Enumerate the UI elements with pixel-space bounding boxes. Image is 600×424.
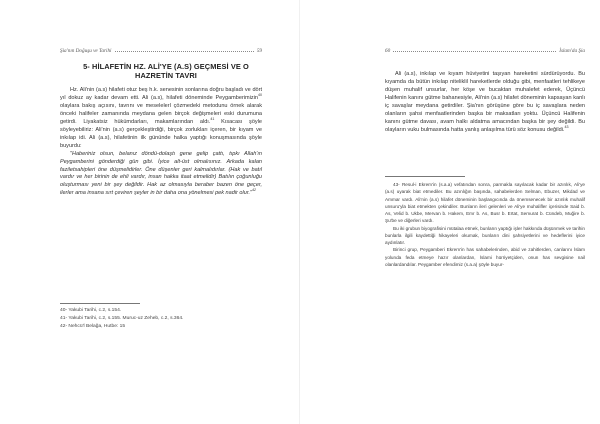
footnote-divider xyxy=(385,176,465,177)
footnote: Birinci grup, Peygamberi Ekrem'in has sahabelerinden, abid ve zahitlerden, canlarını İslam yolunda feda etmeye hazır olanlardan, İslami hürriyetçiden, onun has sevgisine nail olanlardandılar. Peygamber efendimiz (s.a.a) şöyle buyur- xyxy=(385,247,585,267)
page-number: 60 xyxy=(385,48,391,54)
running-head-title: Şia'nın Doğuşu ve Tarihi xyxy=(60,48,112,54)
footnote-ref: 41 xyxy=(210,116,215,121)
leader-dots xyxy=(115,51,254,52)
paragraph xyxy=(385,71,585,135)
footnote-ref: 40 xyxy=(258,93,262,98)
running-head-right xyxy=(385,44,585,54)
leader-dots xyxy=(393,51,556,52)
footnote-ref: 42 xyxy=(252,188,256,193)
footnote: 40- Yakubi Tarihi, c.2, s.154. xyxy=(60,308,122,313)
footnote: 42- Nehcü'l Belağa, Hutbe: 15 xyxy=(60,324,126,330)
paragraph-text: olaylara bakış açısını, tavrını ve meselelerl çözmedeki metodunu örnek alarak önceki halifeler zamanında meydana gelen birçok değişmeleri eski durumuna getirdi. Liyakatsiz hükümdarları, makamlarından aldı. xyxy=(60,102,262,125)
paragraph-text: Kısacası şöyle söyleyebiliriz: Ali'nin (a.s) gerçekleştirdiği, birçok zorlukları içeren, bir kıyam ve inkılap idi. Ali (a.s), hilafetinin ilk gününde halka yaptığı konuşmasında şöyle buyurdu: xyxy=(60,118,262,149)
footnote: 41- Yakubi Tarihi, c.2, s.155. Muruc-uz Zeheb, c.2, s.364. xyxy=(60,316,184,322)
running-head-left xyxy=(60,44,262,54)
chapter-title: 5- HİLAFETİN HZ. ALİ'YE (A.S) GEÇMESİ VE O HAZRETİN TAVRI xyxy=(83,62,249,81)
footnote-divider xyxy=(60,303,140,304)
footnotes-left xyxy=(60,307,262,332)
footnotes-right xyxy=(385,181,585,268)
quote-text: "Haberiniz olsun, belanız döndü-dolaştı gene gelip çattı, tıpkı Allah'ın Peygamberini gönderdiği gün gibi. İyice alt-üst olmalısınız. Arkada kalan faziletsahipleri öne düşmelidirler. Öne düşenler geri kalmalıdırlar. (Hak ve batıl vardır ve her birinin de ehli vardır, insan hakka itaat etmelidir) Batılın çoğunluğu oluşturması yeni bir şey değildir. Hak az olmasıyla beraber bazen öne geçer, ilerler ama insana sırt çeviren şeyler in bir daha ona yönelmesi pek nadir olur." xyxy=(60,150,262,197)
left-body-text xyxy=(60,87,262,198)
page-number: 59 xyxy=(256,48,262,54)
paragraph-text: Ali (a.s), inkılap ve kıyam hüviyetini taşıyan hareketini sürdürüyordu. Bu kıyamda da bütün inkılap niteliklil hareketlerde olduğu gibi, menfaatleri tehlikeye düşen muhalif unsurlar, her köşe ve bucaktan muhalefet ederek, Üçüncü Halifenin kanını gütme bahanesiyle, Ali'nin (a.s) hilafet döneminin kapsayan kanlı iç savaşlar meydana getirdiler. Şia'nın görüşüne göre bu iç savaşlara neden olanların şahsi menfaatlerinden başka bir maksatları yoktu. Üçüncü Halifenin kanını gütme davası, avam halkı aldatma amacından başka bir şey değildi. Bu olayların vuku bulmasında hatta yanlış anlaşılma türü söz konusu değildi. xyxy=(385,71,585,133)
running-head-title: İslam'da Şia xyxy=(559,48,585,54)
paragraph xyxy=(60,87,262,151)
paragraph-text: Hz. Ali'nin (a.s) hilafeti otuz beş h.k. senesinin sonlarına doğru başladı ve dört yıl dokuz ay kadar devam etti. Ali (a.s), hilafeti döneminde Peygamberimizin xyxy=(60,87,262,101)
footnote: Bu iki grubun biyografisini mütalaa etmek, bunların yaptığı işler hakkında düşünmek ve tarihin bunlarla ilgili kaydettiği hikayeleri okumak, bunların dini şahsiyetlerini ve hedeflerini iyice aydınlatır. xyxy=(385,225,585,245)
footnote: 43- Resul-i Ekrem'in (s.a.a) vefatından sonra, parmakla sayılacak kadar bir azınlık, Ali'ye (a.s) uyarak biat etmediler. Bu azınlığın başında, sahabelerden Selman, Ebuzer, Mikdad ve Ammar vardı. Ali'nin (a.s) hilafet döneminin başlangıcında da önemsenecek bir azınlık muhalif unsuru'yla biat etmekten çekindiler. Bunların ileri gelenleri ve Ali'ye muhalifler içerisinde Said b. As, Velid b. Ukbe, Mervan b. Hakem, Emr b. As, Busr b. Ertat, Semurat b. Cündeb, Muğire b. Şu'be ve diğerleri vardı. xyxy=(385,182,585,224)
quote-paragraph xyxy=(60,151,262,199)
footnote-ref: 43 xyxy=(564,124,569,129)
right-body-text xyxy=(385,71,585,135)
